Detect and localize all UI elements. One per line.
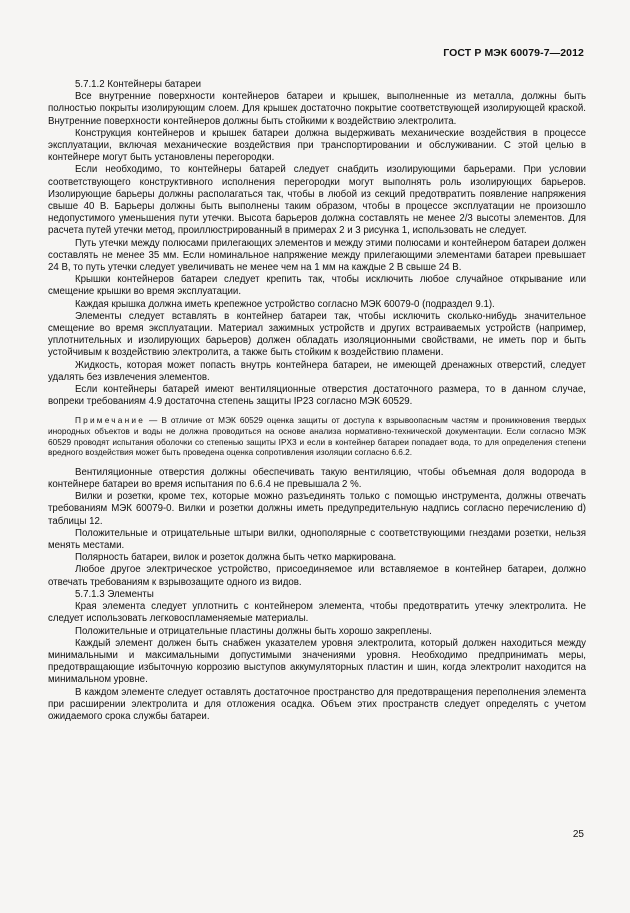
- note-text: — В отличие от МЭК 60529 оценка защиты от доступа к взрывоопасным частям и проникновения твердых инородных объектов и воды не должна проводиться на основе анализа нормативно-технической документации. Если согласно МЭК 60529 проводят испытания оболочки со степенью защиты IPX3 и если в контейнер батареи попадает вода, то для определения степени вредного воздействия может быть проведена оценка сопротивления изоляции согласно 6.6.2.: [48, 415, 586, 458]
- paragraph: Края элемента следует уплотнить с контейнером элемента, чтобы предотвратить утечку электролита. Не следует использовать легковоспламеняемые материалы.: [48, 601, 586, 625]
- paragraph: Положительные и отрицательные штыри вилки, однополярные с соответствующими гнездами розетки, нельзя менять местами.: [48, 527, 586, 552]
- standard-header: ГОСТ Р МЭК 60079-7—2012: [443, 47, 584, 59]
- paragraph: Положительные и отрицательные пластины должны быть хорошо закреплены.: [75, 625, 432, 637]
- paragraph: Вентиляционные отверстия должны обеспечивать такую вентиляцию, чтобы объемная доля водорода в контейнере батареи во время испытания по 6.6.4 не превышала 2 %.: [48, 466, 586, 491]
- page-number: 25: [572, 829, 584, 840]
- paragraph: Если необходимо, то контейнеры батарей следует снабдить изолирующими барьерами. При условии соответствующего конструктивного исполнения перегородки могут выполнять роль изолирующих барьеров. Изолирующие барьеры должны располагаться так, чтобы в любой из секций предотвратить появление напряжения свыше 40 В. Барьеры должны быть выполнены таким образом, чтобы в процессе эксплуатации не произошло недопустимого уменьшения пути утечки. Высота барьеров должна составлять не менее 2/3 высоты элементов. Для расчета путей утечки метод, проиллюстрированный в примерах 2 и 3 рисунка 1, использовать не следует.: [48, 164, 586, 237]
- paragraph: Каждая крышка должна иметь крепежное устройство согласно МЭК 60079-0 (подраздел 9.1).: [75, 298, 495, 310]
- paragraph: Вилки и розетки, кроме тех, которые можно разъединять только с помощью инструмента, должны отвечать требованиям МЭК 60079-0. Вилки и розетки должны иметь предупредительную надпись согласно перечислению d) таблицы 12.: [48, 491, 586, 527]
- note: [48, 415, 586, 457]
- paragraph: Крышки контейнеров батареи следует крепить так, чтобы исключить любое случайное открывание или смещение крышки во время эксплуатации.: [48, 274, 586, 298]
- paragraph: Каждый элемент должен быть снабжен указателем уровня электролита, который должен находиться между минимальными и максимальными допустимыми значениями уровня. Необходимо предпринимать меры, предотвращающие избыточную коррозию выступов аккумуляторных пластин и шин, когда электролит находится на минимальном уровне.: [48, 637, 586, 686]
- paragraph: Любое другое электрическое устройство, присоединяемое или вставляемое в контейнер батареи, должно отвечать требованиям к взрывозащите одного из видов.: [48, 564, 586, 588]
- section-heading-5-7-1-2: 5.7.1.2 Контейнеры батареи: [75, 79, 202, 90]
- paragraph: Конструкция контейнеров и крышек батареи должна выдерживать механические воздействия в процессе эксплуатации, включая механические воздействия при транспортировании и обслуживании. С этой целью в контейнере могут быть установлены перегородки.: [48, 127, 586, 164]
- paragraph: Полярность батареи, вилок и розеток должна быть четко маркирована.: [75, 552, 397, 564]
- paragraph: В каждом элементе следует оставлять достаточное пространство для предотвращения переполнения элемента при расширении электролита и для отложения осадка. Объем этих пространств следует определять с учетом ожидаемого срока службы батареи.: [48, 686, 586, 722]
- document-body: [48, 79, 586, 723]
- paragraph: Если контейнеры батарей имеют вентиляционные отверстия достаточного размера, то в данном случае, вопреки требованиям 4.9 достаточна степень защиты IP23 согласно МЭК 60529.: [48, 384, 586, 408]
- note-label: Примечание: [75, 415, 146, 426]
- paragraph: Путь утечки между полюсами прилегающих элементов и между этими полюсами и контейнером батареи должен составлять не менее 35 мм. Если номинальное напряжение между прилегающими элементами батареи превышает 24 В, то путь утечки следует увеличивать не менее чем на 1 мм на каждые 2 В свыше 24 В.: [48, 237, 586, 274]
- paragraph: Все внутренние поверхности контейнеров батареи и крышек, выполненные из металла, должны быть полностью покрыты изолирующим слоем. Для крышек достаточно покрытие соответствующей изолирующей краской. Внутренние поверхности контейнеров должны быть стойкими к воздействию электролита.: [48, 91, 586, 127]
- paragraph: Жидкость, которая может попасть внутрь контейнера батареи, не имеющей дренажных отверстий, следует удалять без извлечения элементов.: [48, 359, 586, 383]
- section-heading-5-7-1-3: 5.7.1.3 Элементы: [75, 588, 154, 600]
- paragraph: Элементы следует вставлять в контейнер батареи так, чтобы исключить сколько-нибудь значительное смещение во время эксплуатации. Материал зажимных устройств и других встраиваемых устройств (например, уплотнительных и изолирующих барьеров) должен обладать изоляционными свойствами, не иметь пор и быть устойчивым к воздействию электролита, а также быть стойким к воздействию пламени.: [48, 310, 586, 359]
